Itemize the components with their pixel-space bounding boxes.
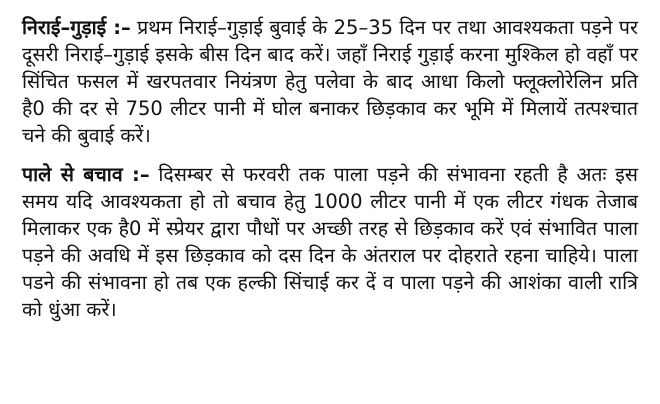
weeding-paragraph (22, 14, 638, 149)
frost-protection-paragraph (22, 161, 638, 323)
weeding-body: प्रथम निराई–गुड़ाई बुवाई के 25–35 दिन पर तथा आवश्यकता पड़ने पर दूसरी निराई–गुड़ाई इसके बीस दिन बाद करें। जहॉं निराई गुड़ाई करना मुश्किल हो वहाँ पर सिंचित फसल में खरपतवार नियंत्रण हेतु पलेवा के बाद आधा किलो फ्लूक्लोरेलिन प्रति है0 की दर से 750 लीटर पानी में घोल बनाकर छिड़काव कर भूमि में मिलायें तत्पश्चात चने की बुवाई करें। (22, 16, 638, 147)
frost-protection-body: दिसम्बर से फरवरी तक पाला पड़ने की संभावना रहती है अतः इस समय यदि आवश्यकता हो तो बचाव हेतु 1000 लीटर पानी में एक लीटर गंधक तेजाब मिलाकर एक है0 में स्प्रेयर द्वारा पौधों पर अच्छी तरह से छिड़काव करें एवं संभावित पाला पड़ने की अवधि में इस छिड़काव को दस दिन के अंतराल पर दोहराते रहना चाहिये। पाला पडने की संभावना हो तब एक हल्की सिंचाई कर दें व पाला पड़ने की आशंका वाली रात्रि को धुंआ करें। (22, 163, 638, 321)
weeding-heading: निराई–गुड़ाई :– (22, 16, 131, 39)
frost-protection-heading: पाले से बचाव :– (22, 163, 150, 186)
